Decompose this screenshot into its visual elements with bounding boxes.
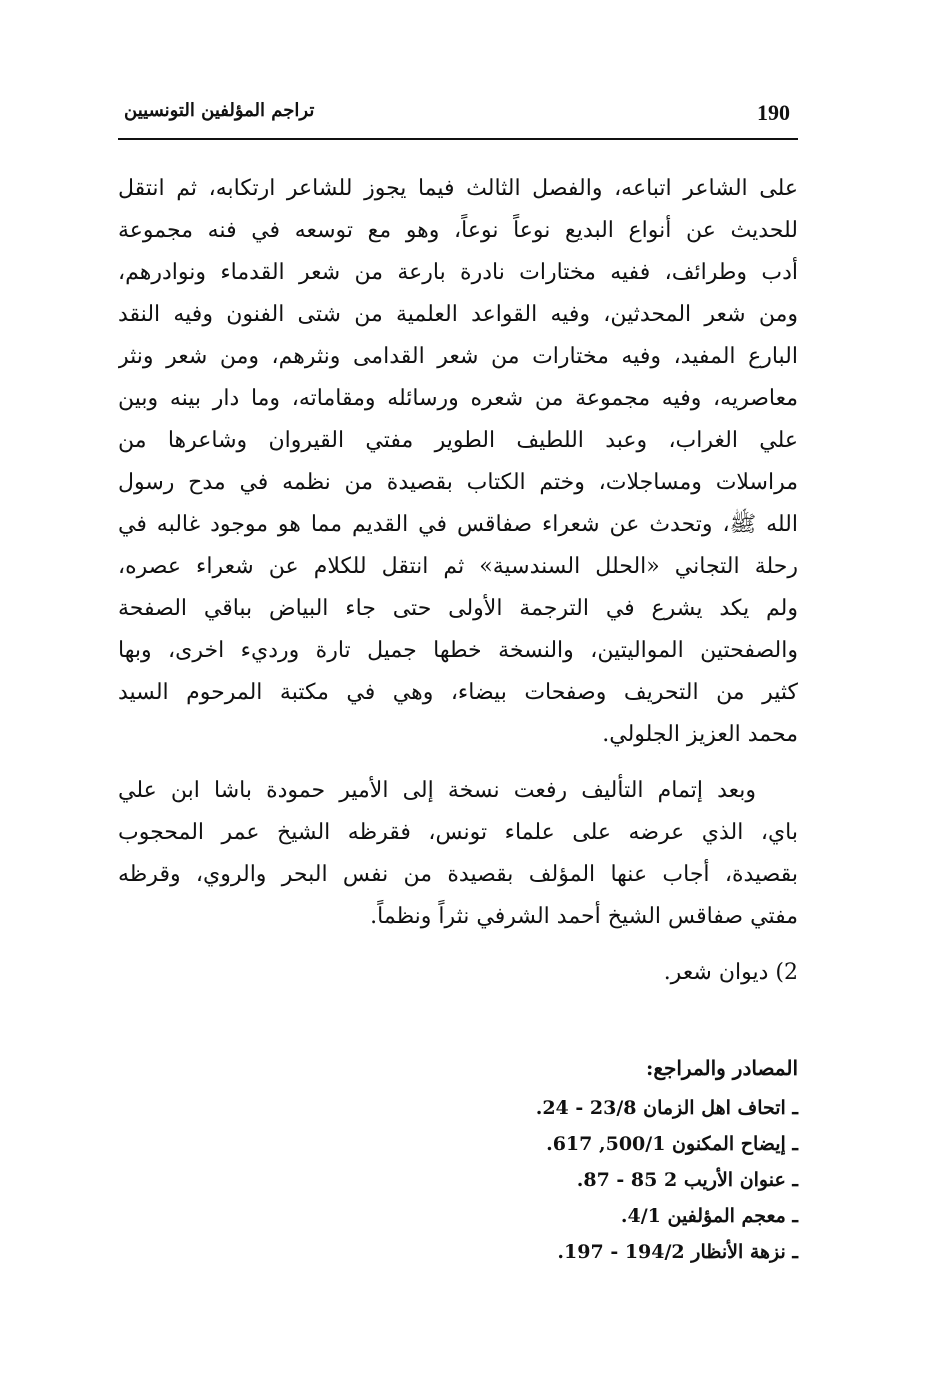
text-line: الله ﷺ، وتحدث عن شعراء صفاقس في القديم مما هو موجود غالبه في — [118, 512, 798, 537]
paragraph-1 — [118, 168, 798, 756]
source-item: ـ معجم المؤلفين 4/1. — [620, 1205, 798, 1227]
text-line: محمد العزيز الجلولي. — [602, 722, 798, 747]
text-line: على الشاعر اتباعه، والفصل الثالث فيما يجوز للشاعر ارتكابه، ثم انتقل — [118, 176, 798, 201]
sources-section — [118, 1046, 798, 1270]
text-line: أدب وطرائف، ففيه مختارات نادرة بارعة من شعر القدماء ونوادرهم، — [118, 260, 798, 285]
text-line: وبعد إتمام التأليف رفعت نسخة إلى الأمير حمودة باشا ابن علي — [118, 778, 756, 803]
body-text — [118, 168, 798, 994]
text-line: للحديث عن أنواع البديع نوعاً نوعاً، وهو مع توسعه في فنه مجموعة — [118, 218, 798, 243]
source-item: ـ اتحاف اهل الزمان 23/8 - 24. — [535, 1097, 798, 1119]
text-line: ومن شعر المحدثين، وفيه القواعد العلمية من شتى الفنون وفيه النقد — [118, 302, 798, 327]
text-line: كثير من التحريف وصفحات بيضاء، وهي في مكتبة المرحوم السيد — [118, 680, 798, 705]
text-line: مفتي صفاقس الشيخ أحمد الشرفي نثراً ونظماً. — [370, 904, 798, 929]
source-item: ـ عنوان الأريب 2 85 - 87. — [576, 1169, 798, 1191]
text-line: علي الغراب، وعبد اللطيف الطوير مفتي القيروان وشاعرها من — [118, 428, 798, 453]
source-item: ـ نزهة الأنظار 194/2 - 197. — [557, 1241, 798, 1263]
text-line: مراسلات ومساجلات، وختم الكتاب بقصيدة من نظمه في مدح رسول — [118, 470, 798, 495]
text-line: بقصيدة، أجاب عنها المؤلف بقصيدة من نفس البحر والروي، وقرظه — [118, 862, 798, 887]
sources-title: المصادر والمراجع: — [645, 1056, 798, 1080]
text-line: ولم يكد يشرع في الترجمة الأولى حتى جاء البياض بباقي الصفحة — [118, 596, 798, 621]
list-item-diwan: 2) ديوان شعر. — [663, 960, 798, 985]
page-number: 190 — [757, 100, 790, 125]
text-line: معاصريه، وفيه مجموعة من شعره ورسائله ومقاماته، وما دار بينه وبين — [118, 386, 798, 411]
source-item: ـ إيضاح المكنون 500/1, 617. — [546, 1133, 798, 1155]
paragraph-2 — [118, 770, 798, 938]
text-line: والصفحتين المواليتين، والنسخة خطها جميل تارة ورديء اخرى، وبها — [118, 638, 798, 663]
page-header — [118, 96, 798, 140]
text-line: باي، الذي عرضه على علماء تونس، فقرظه الشيخ عمر المحجوب — [118, 820, 798, 845]
text-line: البارع المفيد، وفيه مختارات من شعر القدامى ونثرهم، ومن شعر ونثر — [118, 344, 798, 369]
text-line: رحلة التجاني «الحلل السندسية» ثم انتقل للكلام عن شعراء عصره، — [118, 554, 798, 579]
running-title: تراجم المؤلفين التونسيين — [124, 100, 315, 121]
